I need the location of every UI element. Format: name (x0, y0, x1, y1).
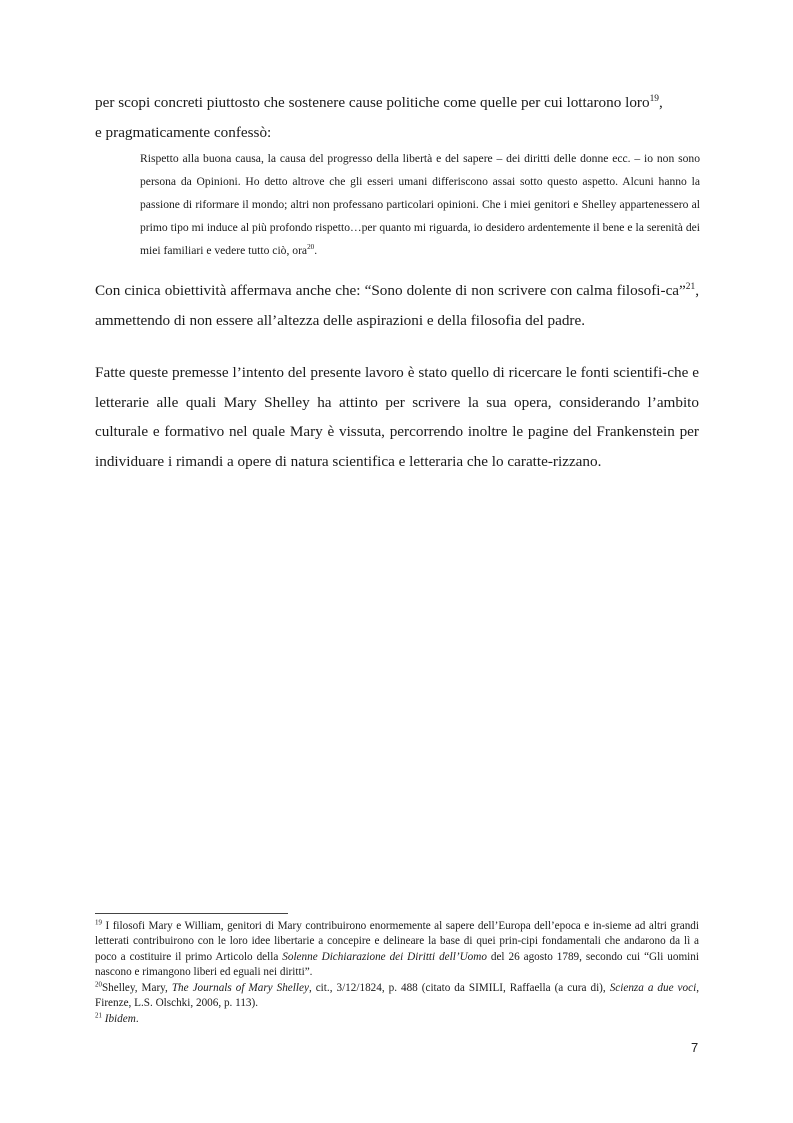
footnote-21-text: . (135, 1013, 139, 1025)
paragraph-cinica-text-a: Con cinica obiettività affermava anche che: “Sono dolente di non scrivere con calma filosofi-ca” (95, 282, 686, 299)
paragraph-intro-line1: per scopi concreti piuttosto che sostenere cause politiche come quelle per cui lottarono loro (95, 94, 650, 111)
footnote-19-number: 19 (95, 918, 102, 927)
footnote-20-italic-b: Scienza a due voci (609, 982, 697, 994)
footnote-ref-21[interactable]: 21 (685, 281, 696, 292)
page-number: 7 (691, 1040, 699, 1055)
footnote-19-italic: Solenne Dichiarazione dei Diritti dell’Uomo (282, 950, 487, 963)
footnote-21 (95, 1012, 699, 1027)
paragraph-cinica (95, 276, 699, 335)
footnote-separator (95, 913, 288, 914)
paragraph-intro-line2: e pragmaticamente confessò: (95, 123, 272, 141)
paragraph-intro (95, 88, 699, 147)
punctuation: . (314, 244, 318, 257)
paragraph-intento-text: Fatte queste premesse l’intento del presente lavoro è stato quello di ricercare le fonti scientifi-che e letterarie alle quali Mary Shelley ha attinto per scrivere la sua opera, considerando l’ambito culturale e formativo nel quale Mary è vissuta, percorrendo inoltre le pagine del Frankenstein per individuare i rimandi a opere di natura scientifica e letteraria che lo caratte-rizzano. (95, 364, 699, 470)
footnote-20-text-b: , cit., 3/12/1824, p. 488 (citato da SIMILI, Raffaella (a cura di), (308, 982, 610, 994)
footnote-ref-20[interactable]: 20 (307, 243, 315, 252)
footnote-20-number: 20 (95, 980, 102, 989)
paragraph-intento (95, 358, 699, 476)
footnote-20-text-a: Shelley, Mary, (101, 982, 172, 994)
footnote-20-text-c: , Firenze, L.S. Olschki, 2006, p. 113). (95, 982, 699, 1010)
block-quote (140, 147, 700, 262)
paragraph-cinica-text-b: , ammettendo di non essere all’altezza delle aspirazioni e della filosofia del padre. (95, 282, 699, 329)
block-quote-text: Rispetto alla buona causa, la causa del progresso della libertà e del sapere – dei diritti delle donne ecc. – io non sono persona da Opinioni. Ho detto altrove che gli esseri umani differiscono assai sotto questo aspetto. Alcuni hanno la passione di riformare il mondo; altri non professano particolari opinioni. Che i miei genitori e Shelley appartenessero al primo tipo mi induce al più profondo rispetto…per quanto mi riguarda, io desidero ardentemente il bene e la serenità dei miei familiari e vedere tutto ciò, ora (140, 152, 700, 257)
punctuation: , (658, 94, 663, 111)
footnote-19-text-a: I filosofi Mary e William, genitori di Mary contribuirono enormemente al sapere dell’Europa dell’epoca e in-sieme ad altri grandi letterati contribuirono con le loro idee libertarie a concepire e delineare la base di quei prin-cipi fondamentali che andarono da lì a poco a costituire il primo Articolo della (95, 920, 699, 963)
footnote-21-number: 21 (95, 1011, 102, 1020)
footnote-20 (95, 981, 699, 1012)
footnote-19-text-b: del 26 agosto 1789, secondo cui “Gli uomini nascono e rimangono liberi ed eguali nei diritti”. (95, 950, 699, 978)
footnote-20-italic-a: The Journals of Mary Shelley (171, 982, 309, 994)
footnote-ref-19[interactable]: 19 (649, 93, 659, 104)
footnote-21-italic: Ibidem (101, 1013, 136, 1025)
footnote-19 (95, 919, 699, 980)
